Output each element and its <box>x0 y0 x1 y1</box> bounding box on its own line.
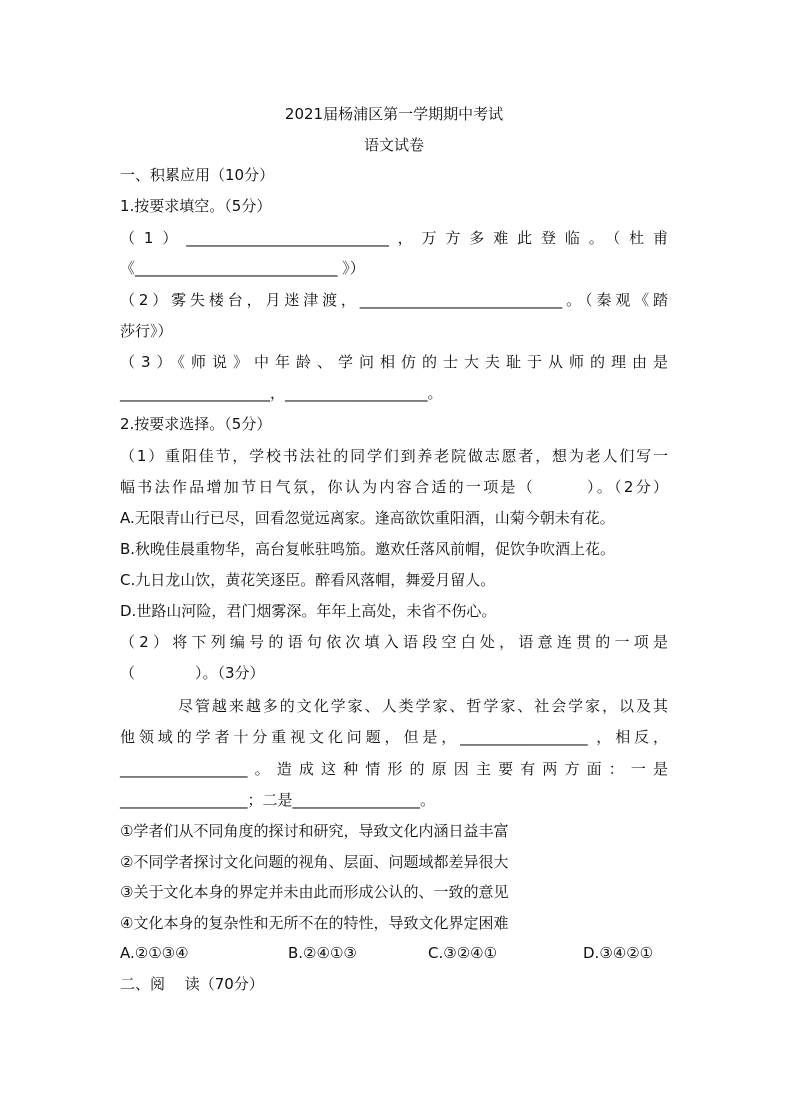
option-a: A.②①③④ <box>120 944 189 962</box>
section-1-heading: 一、积累应用（10分） <box>120 166 275 184</box>
question-2-heading: 2.按要求选择。（5分） <box>120 415 272 433</box>
exam-subtitle: 语文试卷 <box>363 136 424 154</box>
answer-options <box>120 942 670 964</box>
q2-sub1-line2: 幅书法作品增加节日气氛，你认为内容合适的一项是（ ）。（2分） <box>120 478 668 496</box>
passage-line-1: 尽管越来越多的文化学家、人类学家、哲学家、社会学家，以及其 <box>178 697 668 715</box>
statement-2: ②不同学者探讨文化问题的视角、层面、问题域都差异很大 <box>120 853 509 871</box>
statement-1: ①学者们从不同角度的探讨和研究，导致文化内涵日益丰富 <box>120 822 509 840</box>
question-1-heading: 1.按要求填空。（5分） <box>120 197 272 215</box>
choice-c: C.九日龙山饮，黄花笑逐臣。醉看风落帽，舞爱月留人。 <box>120 571 496 589</box>
q1-item1-line2: 《___________________________ 》） <box>120 259 365 277</box>
q2-sub1-line1: （1）重阳佳节，学校书法社的同学们到养老院做志愿者，想为老人们写一 <box>120 447 668 465</box>
q1-item3-line2: ____________________，___________________。 <box>120 384 443 402</box>
statement-3: ③关于文化本身的界定并未由此而形成公认的、一致的意见 <box>120 883 509 901</box>
choice-b: B.秋晚佳晨重物华，高台复帐驻鸣笳。邀欢任落风前帽，促饮争吹酒上花。 <box>120 540 616 558</box>
exam-title: 2021届杨浦区第一学期期中考试 <box>284 105 504 123</box>
option-c: C.③②④① <box>428 944 498 962</box>
statement-4: ④文化本身的复杂性和无所不在的特性，导致文化界定困难 <box>120 914 509 932</box>
q1-item2-line2: 莎行》） <box>120 322 173 340</box>
passage-line-3: _________________。造成这种情形的原因主要有两方面：一是 <box>120 760 668 778</box>
q1-item1-line1: （1）___________________________，万方多难此登临。（杜甫 <box>120 229 668 247</box>
passage-line-4: _________________；二是_________________。 <box>120 791 436 809</box>
option-b: B.②④①③ <box>288 944 357 962</box>
choice-a: A.无限青山行已尽，回看忽觉远离家。逢高欲饮重阳酒，山菊今朝未有花。 <box>120 509 615 527</box>
passage-line-2: 他领域的学者十分重视文化问题，但是，_________________ ，相反， <box>120 728 668 746</box>
q2-sub2-line2: （ ）。（3分） <box>120 664 265 682</box>
q1-item3-line1: （3）《师说》中年龄、学问相仿的士大夫耻于从师的理由是 <box>120 353 668 371</box>
choice-d: D.世路山河险，君门烟雾深。年年上高处，未省不伤心。 <box>120 602 497 620</box>
option-d: D.③④②① <box>583 944 654 962</box>
q2-sub2-line1: （2）将下列编号的语句依次填入语段空白处，语意连贯的一项是 <box>120 633 668 651</box>
q1-item2-line1: （2）雾失楼台，月迷津渡，___________________________。（秦观《踏 <box>120 291 668 309</box>
section-2-heading: 二、阅 读（70分） <box>120 975 264 993</box>
